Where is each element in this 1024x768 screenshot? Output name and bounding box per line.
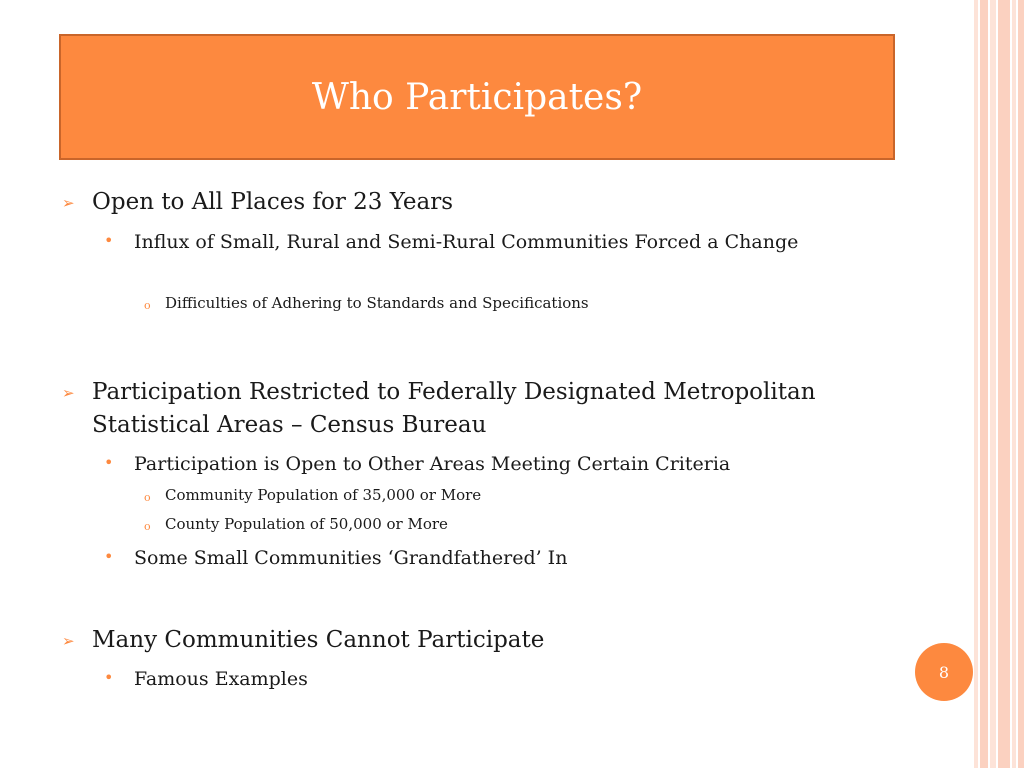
dot-bullet-icon: • — [104, 668, 114, 687]
circle-bullet-icon: o — [144, 299, 151, 312]
circle-bullet-icon: o — [144, 491, 151, 504]
dot-bullet-icon: • — [104, 231, 114, 250]
decor-stripe — [1018, 0, 1024, 768]
sub-sub-bullet-difficulties: Difficulties of Adhering to Standards and Specifications — [165, 294, 589, 312]
decor-stripe — [974, 0, 978, 768]
sub-bullet-famous-examples: Famous Examples — [134, 668, 308, 690]
decor-stripe — [990, 0, 996, 768]
decor-stripe — [980, 0, 988, 768]
dot-bullet-icon: • — [104, 453, 114, 472]
decor-stripe — [1012, 0, 1016, 768]
sub-sub-bullet-community-population: Community Population of 35,000 or More — [165, 486, 482, 504]
sub-bullet-open-other-areas: Participation is Open to Other Areas Meeting Certain Criteria — [134, 453, 731, 475]
sub-bullet-grandfathered: Some Small Communities ‘Grandfathered’ In — [134, 547, 568, 569]
circle-bullet-icon: o — [144, 520, 151, 533]
arrow-bullet-icon: ➢ — [62, 384, 75, 402]
dot-bullet-icon: • — [104, 547, 114, 566]
bullet-cannot-participate: Many Communities Cannot Participate — [92, 627, 545, 653]
page-number-badge: 8 — [915, 643, 973, 701]
slide-title: Who Participates? — [311, 76, 643, 118]
arrow-bullet-icon: ➢ — [62, 632, 75, 650]
bullet-open-to-all: Open to All Places for 23 Years — [92, 189, 454, 215]
sub-bullet-influx: Influx of Small, Rural and Semi-Rural Communities Forced a Change — [134, 231, 799, 253]
decor-stripe — [998, 0, 1010, 768]
arrow-bullet-icon: ➢ — [62, 194, 75, 212]
bullet-participation-restricted: Participation Restricted to Federally Designated Metropolitan Statistical Areas – Census Bureau — [92, 379, 816, 438]
sub-sub-bullet-county-population: County Population of 50,000 or More — [165, 515, 448, 533]
